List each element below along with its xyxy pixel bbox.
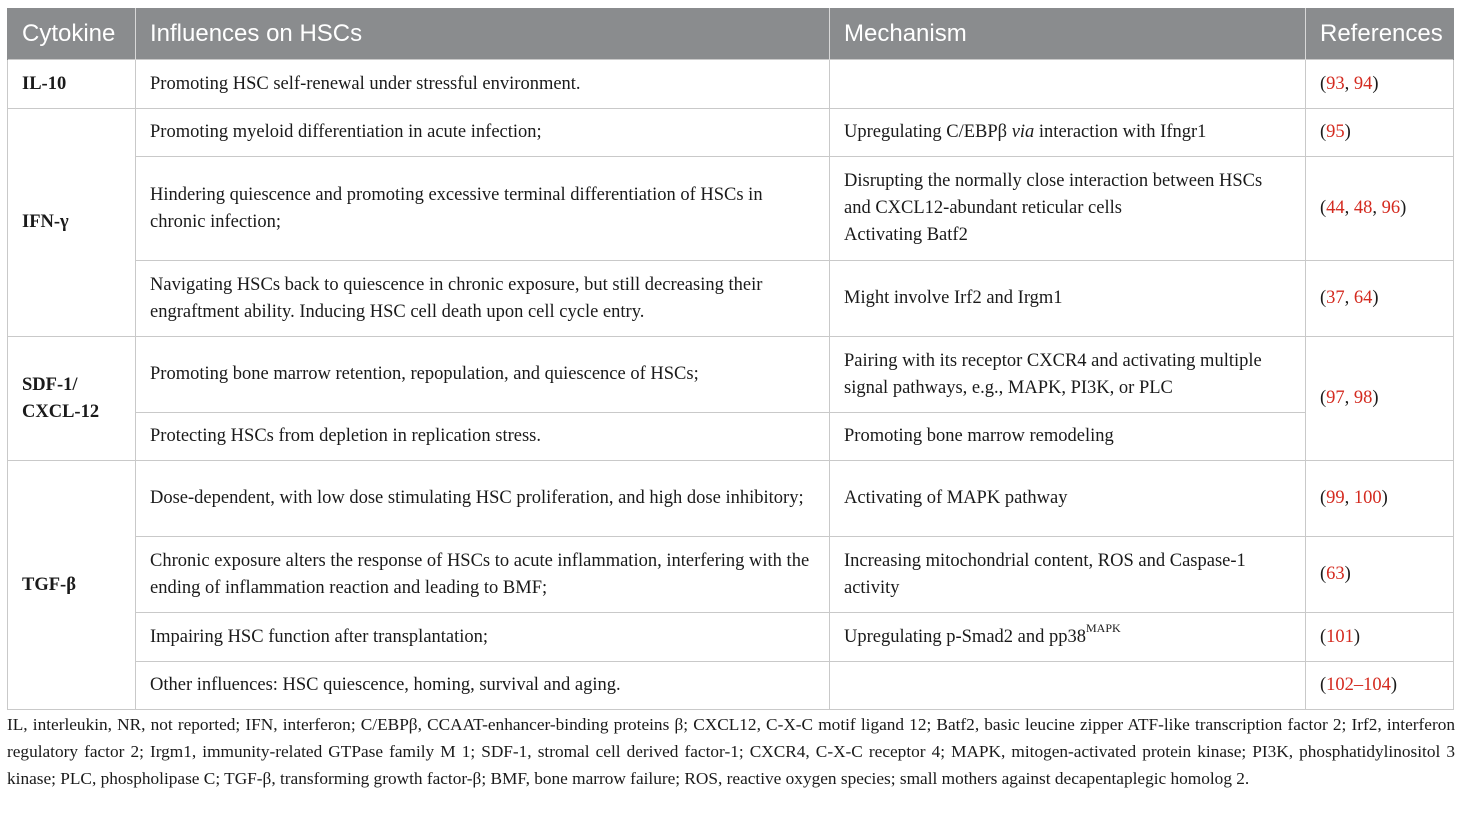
- mechanism-cell: [830, 109, 1306, 157]
- ref-link[interactable]: 96: [1381, 198, 1401, 218]
- mechanism-cell: Promoting bone marrow remodeling: [830, 413, 1306, 461]
- table-row: [8, 60, 1454, 109]
- header-cytokine: Cytokine: [8, 8, 136, 60]
- cytokine-tgf-beta: TGF-β: [8, 461, 136, 710]
- ref-sep: ,: [1344, 288, 1354, 308]
- ref-link[interactable]: 97: [1326, 388, 1345, 408]
- ref-open: (: [1320, 488, 1327, 508]
- header-influences: Influences on HSCs: [136, 8, 830, 60]
- ref-link[interactable]: 93: [1326, 73, 1345, 94]
- table-row: [8, 537, 1454, 613]
- influence-cell: Promoting myeloid differentiation in acute infection;: [136, 109, 830, 157]
- ref-open: (: [1320, 288, 1327, 308]
- ref-link[interactable]: 64: [1353, 288, 1373, 308]
- mechanism-cell: Increasing mitochondrial content, ROS and Caspase-1 activity: [830, 537, 1306, 613]
- ref-link[interactable]: 37: [1326, 288, 1345, 308]
- mechanism-superscript: MAPK: [1086, 621, 1121, 636]
- cytokine-line: CXCL-12: [22, 401, 100, 422]
- table-row: [8, 461, 1454, 537]
- ref-link[interactable]: 98: [1353, 388, 1373, 408]
- references-cell: [1306, 337, 1454, 461]
- mechanism-cell: [830, 662, 1306, 710]
- ref-link[interactable]: 102–104: [1326, 675, 1391, 695]
- ref-close: ): [1344, 122, 1351, 142]
- references-cell: [1306, 537, 1454, 613]
- mechanism-text: Upregulating p-Smad2 and pp38: [844, 626, 1086, 647]
- table-header: [8, 8, 1454, 60]
- ref-link[interactable]: 44: [1326, 198, 1345, 218]
- mechanism-cell: Pairing with its receptor CXCR4 and activating multiple signal pathways, e.g., MAPK, PI3K, or PLC: [830, 337, 1306, 413]
- header-references: References: [1306, 8, 1454, 60]
- mechanism-cell: [830, 613, 1306, 662]
- influence-cell: Impairing HSC function after transplantation;: [136, 613, 830, 662]
- references-cell: [1306, 613, 1454, 662]
- ref-sep: ,: [1344, 198, 1354, 218]
- ref-link[interactable]: 100: [1353, 488, 1382, 508]
- ref-close: ): [1372, 388, 1379, 408]
- mechanism-text: interaction with Ifngr1: [1034, 122, 1207, 142]
- mechanism-text: Upregulating C/EBPβ: [844, 122, 1012, 142]
- references-cell: [1306, 461, 1454, 537]
- ref-open: (: [1320, 675, 1327, 695]
- header-mechanism: Mechanism: [830, 8, 1306, 60]
- ref-open: (: [1320, 73, 1327, 94]
- table-row: [8, 662, 1454, 710]
- influence-cell: Hindering quiescence and promoting excessive terminal differentiation of HSCs in chronic infection;: [136, 157, 830, 261]
- ref-sep: ,: [1372, 198, 1382, 218]
- mechanism-cell: [830, 60, 1306, 109]
- ref-link[interactable]: 101: [1326, 626, 1354, 647]
- ref-close: ): [1372, 288, 1379, 308]
- ref-close: ): [1390, 675, 1398, 695]
- table-row: [8, 157, 1454, 261]
- mechanism-cell: Might involve Irf2 and Irgm1: [830, 261, 1306, 337]
- table-row: [8, 261, 1454, 337]
- table-row: [8, 109, 1454, 157]
- cytokine-sdf1-cxcl12: [8, 337, 136, 461]
- ref-close: ): [1353, 626, 1361, 647]
- ref-open: (: [1320, 198, 1327, 218]
- mechanism-cell: Activating of MAPK pathway: [830, 461, 1306, 537]
- table-row: [8, 613, 1454, 662]
- cytokine-il10: IL-10: [8, 60, 136, 109]
- ref-open: (: [1320, 388, 1327, 408]
- table-row: [8, 413, 1454, 461]
- influence-cell: Promoting HSC self-renewal under stressful environment.: [136, 60, 830, 109]
- ref-link[interactable]: 63: [1326, 564, 1345, 584]
- mechanism-line: Activating Batf2: [844, 225, 968, 245]
- ref-sep: ,: [1344, 388, 1354, 408]
- table-footnote: IL, interleukin, NR, not reported; IFN, interferon; C/EBPβ, CCAAT-enhancer-binding proteins β; CXCL12, C-X-C motif ligand 12; Batf2, basic leucine zipper ATF-like transcription factor 2; Irf2, interferon regulatory factor 2; Irgm1, immunity-related GTPase family M 1; SDF-1, stromal cell derived factor-1; CXCR4, C-X-C receptor 4; MAPK, mitogen-activated protein kinase; PI3K, phosphatidylinositol 3 kinase; PLC, phospholipase C; TGF-β, transforming growth factor-β; BMF, bone marrow failure; ROS, reactive oxygen species; small mothers against decapentaplegic homolog 2.: [7, 715, 1455, 788]
- influence-cell: Other influences: HSC quiescence, homing, survival and aging.: [136, 662, 830, 710]
- ref-close: ): [1372, 73, 1379, 94]
- ref-sep: ,: [1344, 73, 1354, 94]
- ref-link[interactable]: 99: [1326, 488, 1345, 508]
- mechanism-line: Disrupting the normally close interaction between HSCs and CXCL12-abundant reticular cells: [844, 171, 1263, 218]
- cytokine-line: SDF-1/: [22, 374, 78, 395]
- references-cell: [1306, 60, 1454, 109]
- ref-close: ): [1344, 564, 1351, 584]
- ref-open: (: [1320, 122, 1327, 142]
- references-cell: [1306, 662, 1454, 710]
- ref-open: (: [1320, 626, 1327, 647]
- ref-close: ): [1400, 198, 1407, 218]
- mechanism-cell: [830, 157, 1306, 261]
- ref-link[interactable]: 95: [1326, 122, 1345, 142]
- influence-cell: Protecting HSCs from depletion in replication stress.: [136, 413, 830, 461]
- influence-cell: Promoting bone marrow retention, repopulation, and quiescence of HSCs;: [136, 337, 830, 413]
- influence-cell: Dose-dependent, with low dose stimulating HSC proliferation, and high dose inhibitory;: [136, 461, 830, 537]
- ref-close: ): [1381, 488, 1388, 508]
- cytokine-ifn-gamma: IFN-γ: [8, 109, 136, 337]
- influence-cell: Navigating HSCs back to quiescence in chronic exposure, but still decreasing their engraftment ability. Inducing HSC cell death upon cell cycle entry.: [136, 261, 830, 337]
- ref-link[interactable]: 48: [1353, 198, 1373, 218]
- table-row: [8, 337, 1454, 413]
- references-cell: [1306, 261, 1454, 337]
- ref-link[interactable]: 94: [1353, 73, 1373, 94]
- references-cell: [1306, 109, 1454, 157]
- influence-cell: Chronic exposure alters the response of HSCs to acute inflammation, interfering with the ending of inflammation reaction and leading to BMF;: [136, 537, 830, 613]
- references-cell: [1306, 157, 1454, 261]
- cytokine-table: [7, 8, 1454, 710]
- ref-open: (: [1320, 564, 1327, 584]
- mechanism-italic: via: [1011, 122, 1035, 142]
- ref-sep: ,: [1344, 488, 1354, 508]
